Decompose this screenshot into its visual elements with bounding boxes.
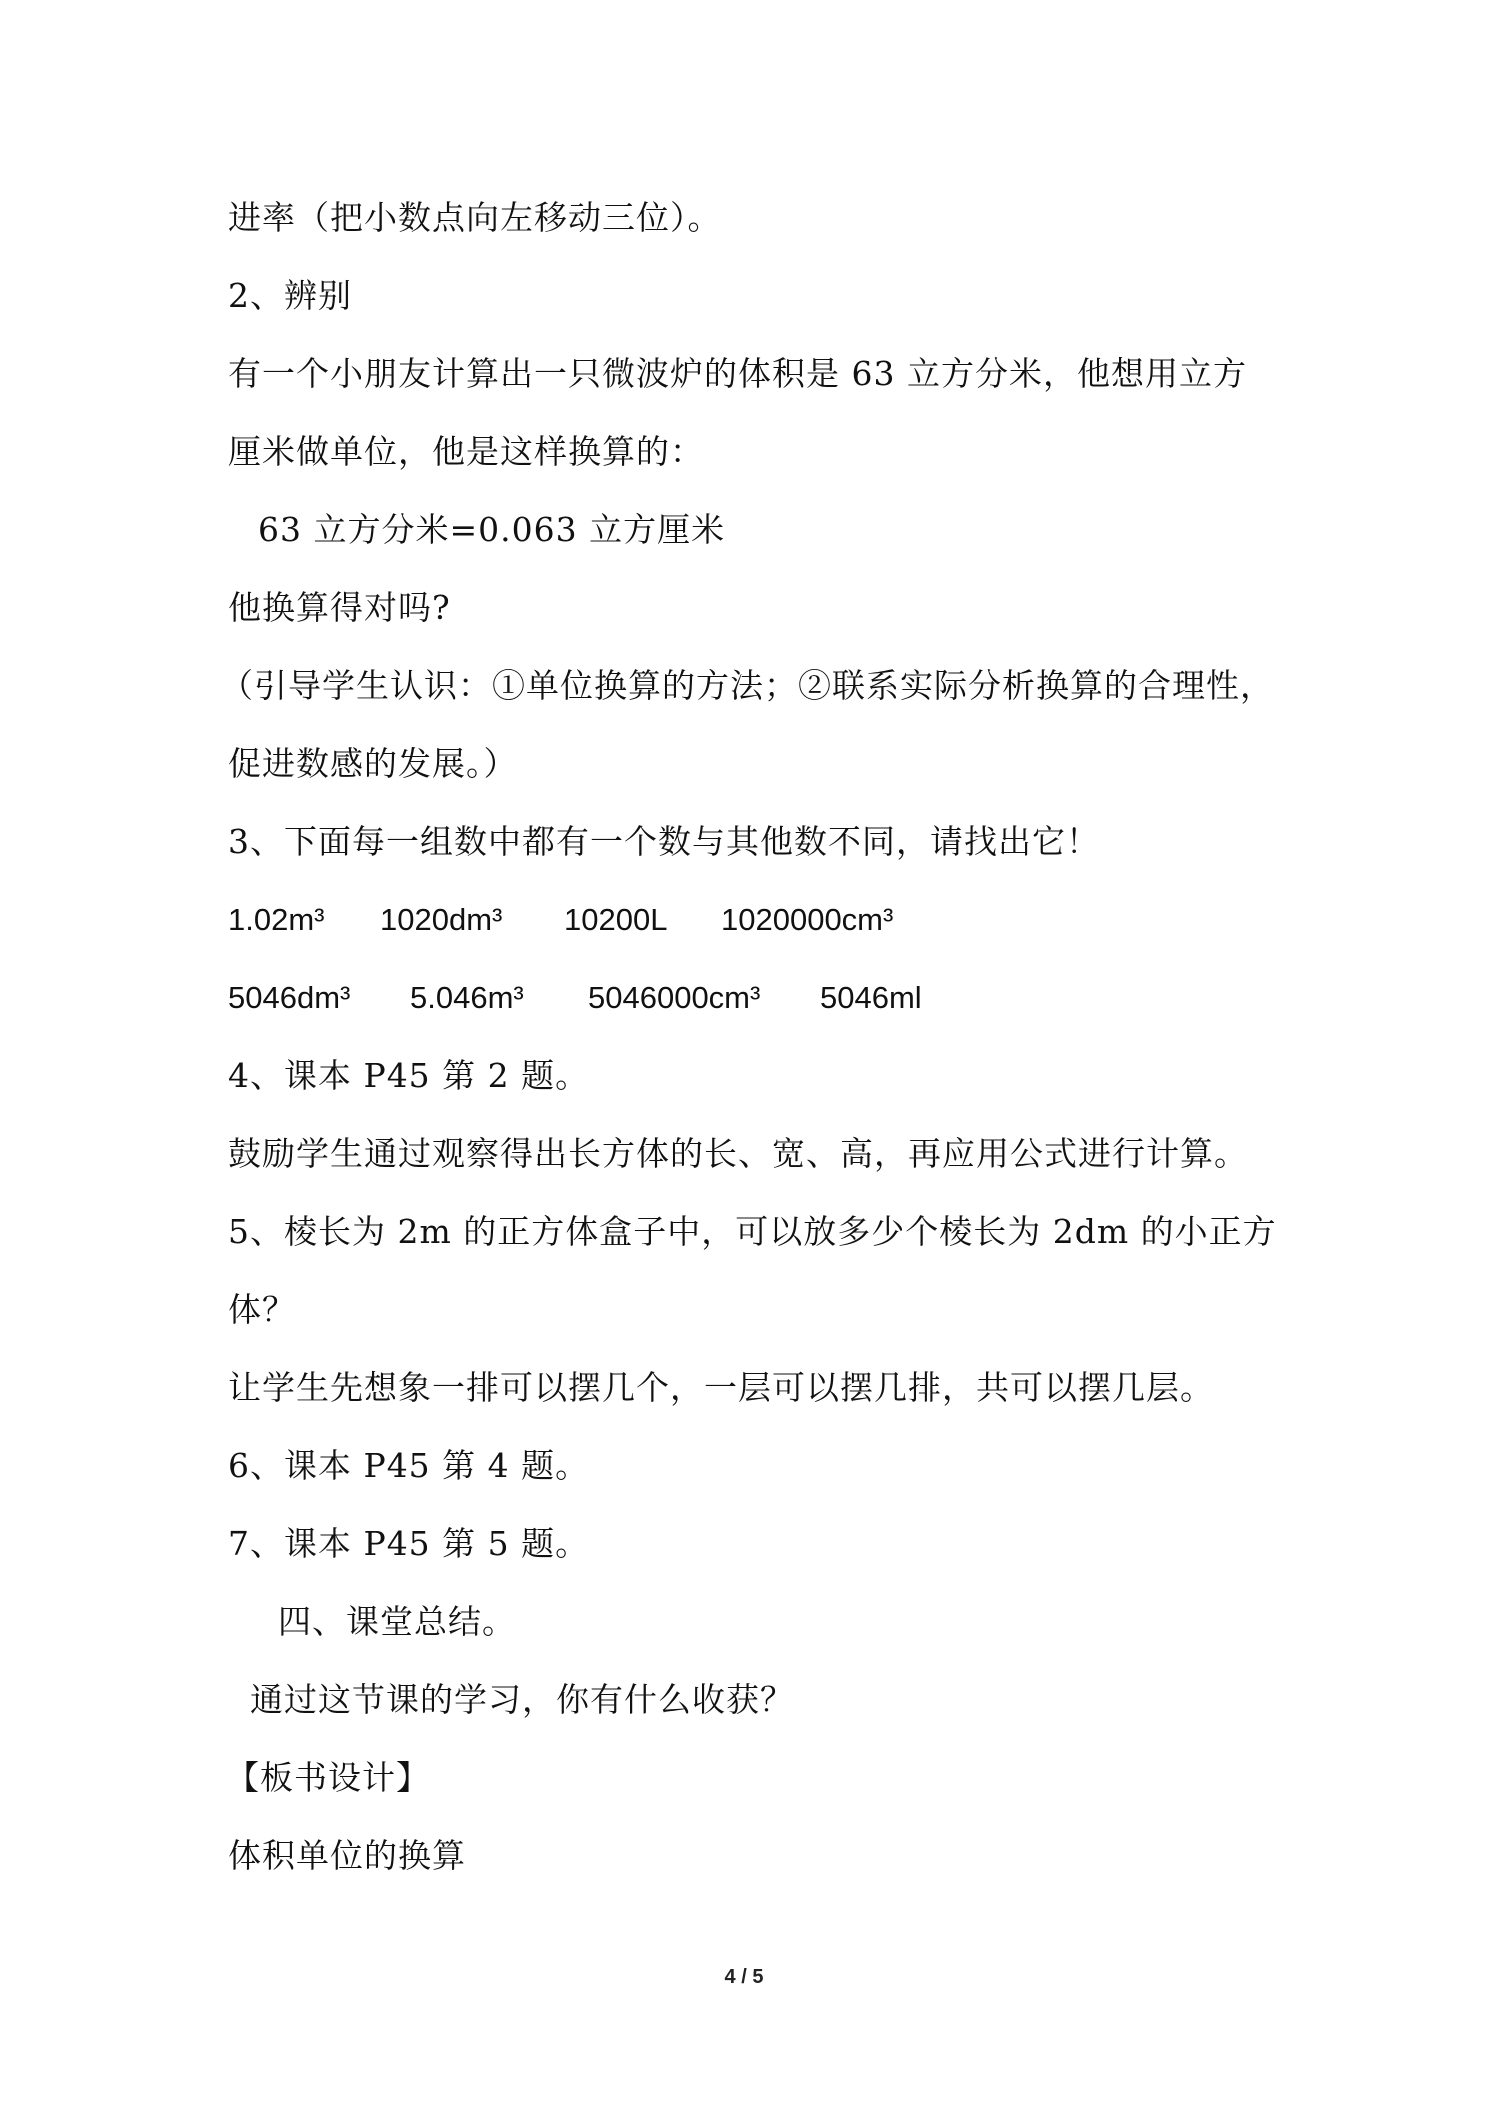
guide-note-1: （引导学生认识：①单位换算的方法；②联系实际分析换算的合理性， bbox=[220, 666, 1274, 705]
group2-item: 5046000cm³ bbox=[588, 980, 761, 1015]
board-design-title: 体积单位的换算 bbox=[228, 1836, 466, 1875]
question-line: 他换算得对吗? bbox=[228, 588, 451, 627]
page-number: 4 / 5 bbox=[724, 1966, 764, 1988]
exercise-6-heading: 6、课本 P45 第 4 题。 bbox=[228, 1446, 590, 1485]
exercise-5-line-1: 5、棱长为 2m 的正方体盒子中，可以放多少个棱长为 2dm 的小正方 bbox=[228, 1212, 1277, 1251]
group1-item: 1020000cm³ bbox=[721, 902, 894, 937]
group1-item: 1020dm³ bbox=[380, 902, 503, 937]
paragraph-microwave-2: 厘米做单位，他是这样换算的： bbox=[228, 432, 704, 471]
group2-item: 5046ml bbox=[820, 980, 922, 1015]
exercise-3-heading: 3、下面每一组数中都有一个数与其他数不同，请找出它！ bbox=[228, 822, 1100, 861]
exercise-7-heading: 7、课本 P45 第 5 题。 bbox=[228, 1524, 590, 1563]
equation-line: 63 立方分米=0.063 立方厘米 bbox=[258, 510, 726, 549]
guide-note-2: 促进数感的发展。） bbox=[228, 744, 518, 783]
group1-item: 10200L bbox=[564, 902, 668, 937]
group2-item: 5046dm³ bbox=[228, 980, 351, 1015]
summary-question: 通过这节课的学习，你有什么收获？ bbox=[250, 1680, 794, 1719]
exercise-5-note: 让学生先想象一排可以摆几个，一层可以摆几排，共可以摆几层。 bbox=[228, 1368, 1214, 1407]
board-design-heading: 【板书设计】 bbox=[226, 1758, 430, 1797]
paragraph-microwave-1: 有一个小朋友计算出一只微波炉的体积是 63 立方分米，他想用立方 bbox=[228, 354, 1247, 393]
section-summary-heading: 四、课堂总结。 bbox=[278, 1602, 516, 1641]
group1-item: 1.02m³ bbox=[228, 902, 325, 937]
exercise-4-note: 鼓励学生通过观察得出长方体的长、宽、高，再应用公式进行计算。 bbox=[228, 1134, 1248, 1173]
exercise-4-heading: 4、课本 P45 第 2 题。 bbox=[228, 1056, 590, 1095]
group2-item: 5.046m³ bbox=[410, 980, 524, 1015]
exercise-5-line-2: 体？ bbox=[228, 1290, 296, 1329]
heading-distinguish: 2、辨别 bbox=[228, 276, 352, 315]
paragraph-conversion-rate: 进率（把小数点向左移动三位）。 bbox=[228, 198, 722, 237]
